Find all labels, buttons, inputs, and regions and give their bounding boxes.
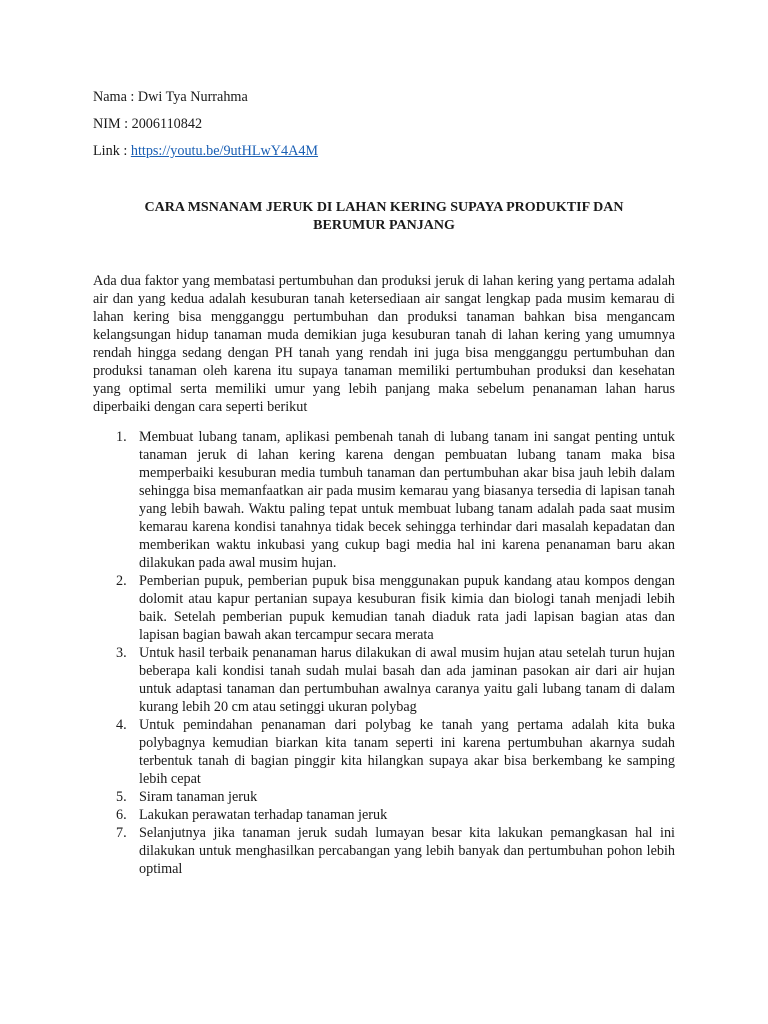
list-item-text: Pemberian pupuk, pemberian pupuk bisa menggunakan pupuk kandang atau kompos dengan dolomit atau kapur pertanian supaya kesuburan fisik kimia dan biologi tanah menjadi lebih baik. Setelah pemberian pupuk kemudian tanah diaduk rata jadi lapisan bagian atas dan lapisan bagian bawah akan tercampur secara merata: [139, 573, 675, 643]
document-title: [93, 199, 675, 235]
list-item-number: 4.: [116, 717, 127, 733]
video-link-line: [93, 142, 318, 169]
list-item: [93, 716, 675, 788]
video-link[interactable]: https://youtu.be/9utHLwY4A4M: [130, 143, 319, 159]
list-item-number: 2.: [116, 573, 127, 589]
list-item-number: 3.: [116, 645, 127, 661]
list-item-number: 7.: [116, 825, 127, 841]
list-item: [93, 428, 675, 572]
list-item-text: Untuk pemindahan penanaman dari polybag ke tanah yang pertama adalah kita buka polybagnya kemudian biarkan kita tanam seperti ini karena pertumbuhan akarnya sudah terbentuk tanah di bagian pinggir kita hilangkan supaya akar bisa berkembang ke samping lebih cepat: [139, 717, 675, 787]
list-item: [93, 806, 675, 824]
list-item: [93, 644, 675, 716]
list-item-number: 6.: [116, 807, 127, 823]
title-line-2: BERUMUR PANJANG: [313, 218, 455, 233]
list-item-number: 1.: [116, 429, 127, 445]
list-item: [93, 572, 675, 644]
link-label: Link :: [93, 143, 131, 159]
steps-list: [93, 428, 675, 878]
student-nim: NIM : 2006110842: [93, 116, 203, 132]
list-item: [93, 824, 675, 878]
student-info: [93, 88, 318, 169]
list-item-text: Siram tanaman jeruk: [139, 789, 258, 805]
list-item-text: Membuat lubang tanam, aplikasi pembenah tanah di lubang tanam ini sangat penting untuk tanaman jeruk di lahan kering karena dengan pembuatan lubang tanam maka bisa memperbaiki kesuburan media tumbuh tanaman dan pertumbuhan akar bisa jauh lebih dalam sehingga bisa memanfaatkan air pada musim kemarau yang biasanya tersedia di lapisan tanah yang lebih bawah. Waktu paling tepat untuk membuat lubang tanam adalah pada saat musim kemarau karena kondisi tanahnya tidak becek sehingga terhindar dari masalah kepadatan dan memberikan waktu inkubasi yang cukup bagi media hal ini karena penanaman baru akan dilakukan pada awal musim hujan.: [139, 429, 675, 571]
list-item-text: Lakukan perawatan terhadap tanaman jeruk: [139, 807, 388, 823]
intro-paragraph: Ada dua faktor yang membatasi pertumbuhan dan produksi jeruk di lahan kering yang pertama adalah air dan yang kedua adalah kesuburan tanah ketersediaan air sangat lengkap pada musim kemarau di lahan kering bisa mengganggu pertumbuhan dan produksi tanaman bahkan bisa mengancam kelangsungan hidup tanaman muda demikian juga kesuburan tanah di lahan kering yang umumnya rendah hingga sedang dengan PH tanah yang rendah ini juga bisa mengganggu pertumbuhan dan produksi tanaman oleh karena itu supaya tanaman memiliki pertumbuhan produksi dan kesehatan yang optimal serta memiliki umur yang lebih panjang maka sebelum penanaman lahan harus diperbaiki dengan cara seperti berikut: [93, 273, 675, 415]
list-item-number: 5.: [116, 789, 127, 805]
list-item-text: Selanjutnya jika tanaman jeruk sudah lumayan besar kita lakukan pemangkasan hal ini dilakukan untuk menghasilkan percabangan yang lebih banyak dan pertumbuhan pohon lebih optimal: [139, 825, 675, 877]
title-line-1: CARA MSNANAM JERUK DI LAHAN KERING SUPAYA PRODUKTIF DAN: [144, 200, 624, 215]
list-item: [93, 788, 675, 806]
student-name: Nama : Dwi Tya Nurrahma: [93, 89, 248, 105]
list-item-text: Untuk hasil terbaik penanaman harus dilakukan di awal musim hujan atau setelah turun hujan beberapa kali kondisi tanah sudah mulai basah dan ada jaminan pasokan air dari air hujan untuk adaptasi tanaman dan pertumbuhan awalnya caranya yaitu gali lubang tanam di dalam kurang lebih 20 cm atau setinggi ukuran polybag: [139, 645, 675, 715]
